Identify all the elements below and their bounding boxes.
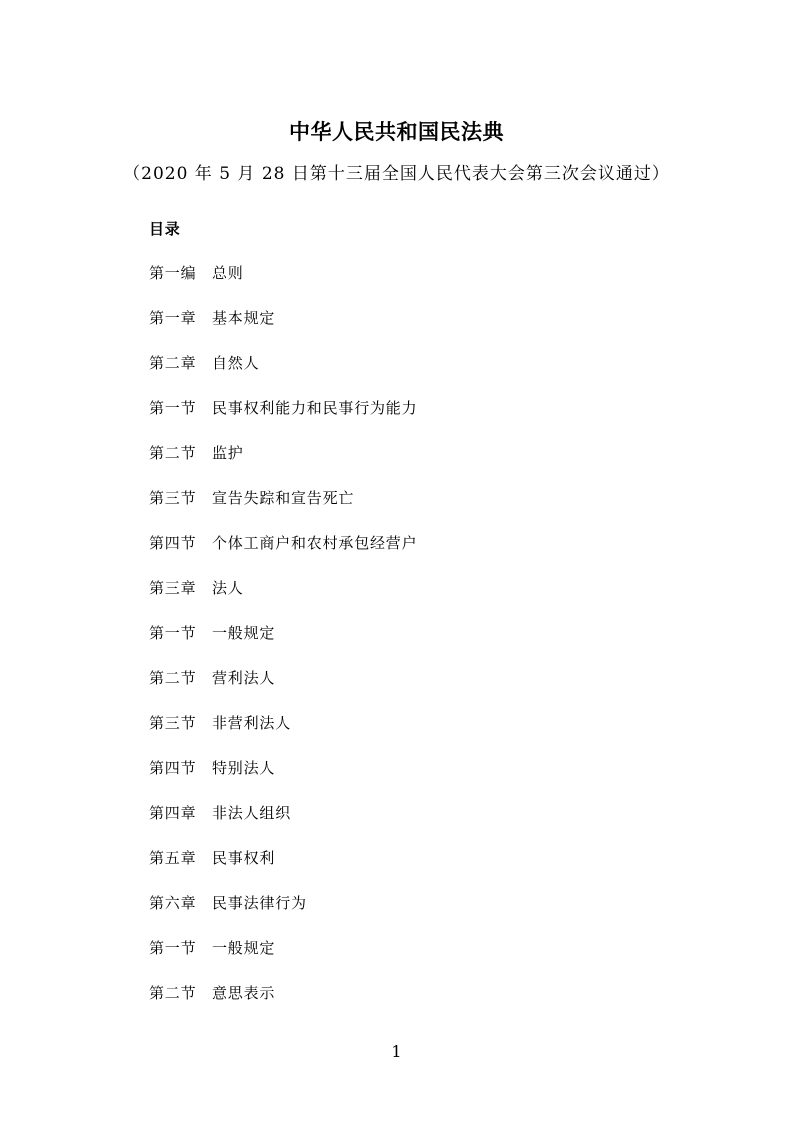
toc-entry-title: 民事权利能力和民事行为能力 [212,399,418,417]
toc-entry [149,341,709,386]
toc-entry [149,746,709,791]
toc-entry [149,881,709,926]
toc-entry-title: 非营利法人 [212,714,292,732]
toc-entry-title: 个体工商户和农村承包经营户 [212,534,418,552]
toc-entry-label: 第二节 [149,984,197,1002]
toc-entry [149,386,709,431]
toc-entry-title: 法人 [212,579,244,597]
toc-entry-title: 民事法律行为 [212,894,307,912]
toc-entry-title: 总则 [212,264,244,282]
toc-entry-label: 第一节 [149,939,197,957]
toc-entry-label: 第六章 [149,894,197,912]
toc-entry-title: 自然人 [212,354,260,372]
toc-entry-label: 第三节 [149,714,197,732]
toc-entry [149,566,709,611]
toc-entry [149,656,709,701]
toc-entry [149,251,709,296]
toc-entry-label: 第二节 [149,669,197,687]
toc-entry [149,296,709,341]
document-title: 中华人民共和国民法典 [289,119,504,144]
toc-entry-label: 第一编 [149,264,197,282]
toc-entry-label: 第四节 [149,534,197,552]
table-of-contents [149,251,709,1016]
toc-entry-title: 非法人组织 [212,804,292,822]
toc-entry-label: 第三章 [149,579,197,597]
toc-entry-title: 民事权利 [212,849,276,867]
toc-entry [149,611,709,656]
toc-entry-title: 监护 [212,444,244,462]
toc-entry [149,431,709,476]
toc-entry [149,521,709,566]
toc-entry [149,791,709,836]
toc-entry [149,476,709,521]
page-number: 1 [391,1042,402,1061]
toc-entry [149,701,709,746]
toc-entry-label: 第二章 [149,354,197,372]
toc-entry-label: 第四章 [149,804,197,822]
toc-entry-label: 第五章 [149,849,197,867]
toc-entry-title: 宣告失踪和宣告死亡 [212,489,355,507]
toc-entry-title: 一般规定 [212,939,276,957]
toc-entry-label: 第二节 [149,444,197,462]
toc-entry [149,971,709,1016]
toc-entry-label: 第四节 [149,759,197,777]
toc-entry-label: 第一节 [149,624,197,642]
document-subtitle: （2020 年 5 月 28 日第十三届全国人民代表大会第三次会议通过） [123,164,670,184]
toc-entry [149,836,709,881]
toc-entry-title: 基本规定 [212,309,276,327]
toc-entry-label: 第三节 [149,489,197,507]
toc-entry-title: 营利法人 [212,669,276,687]
toc-entry-label: 第一章 [149,309,197,327]
toc-entry [149,926,709,971]
toc-entry-label: 第一节 [149,399,197,417]
toc-entry-title: 特别法人 [212,759,276,777]
toc-heading: 目录 [149,220,181,238]
toc-entry-title: 一般规定 [212,624,276,642]
toc-entry-title: 意思表示 [212,984,276,1002]
